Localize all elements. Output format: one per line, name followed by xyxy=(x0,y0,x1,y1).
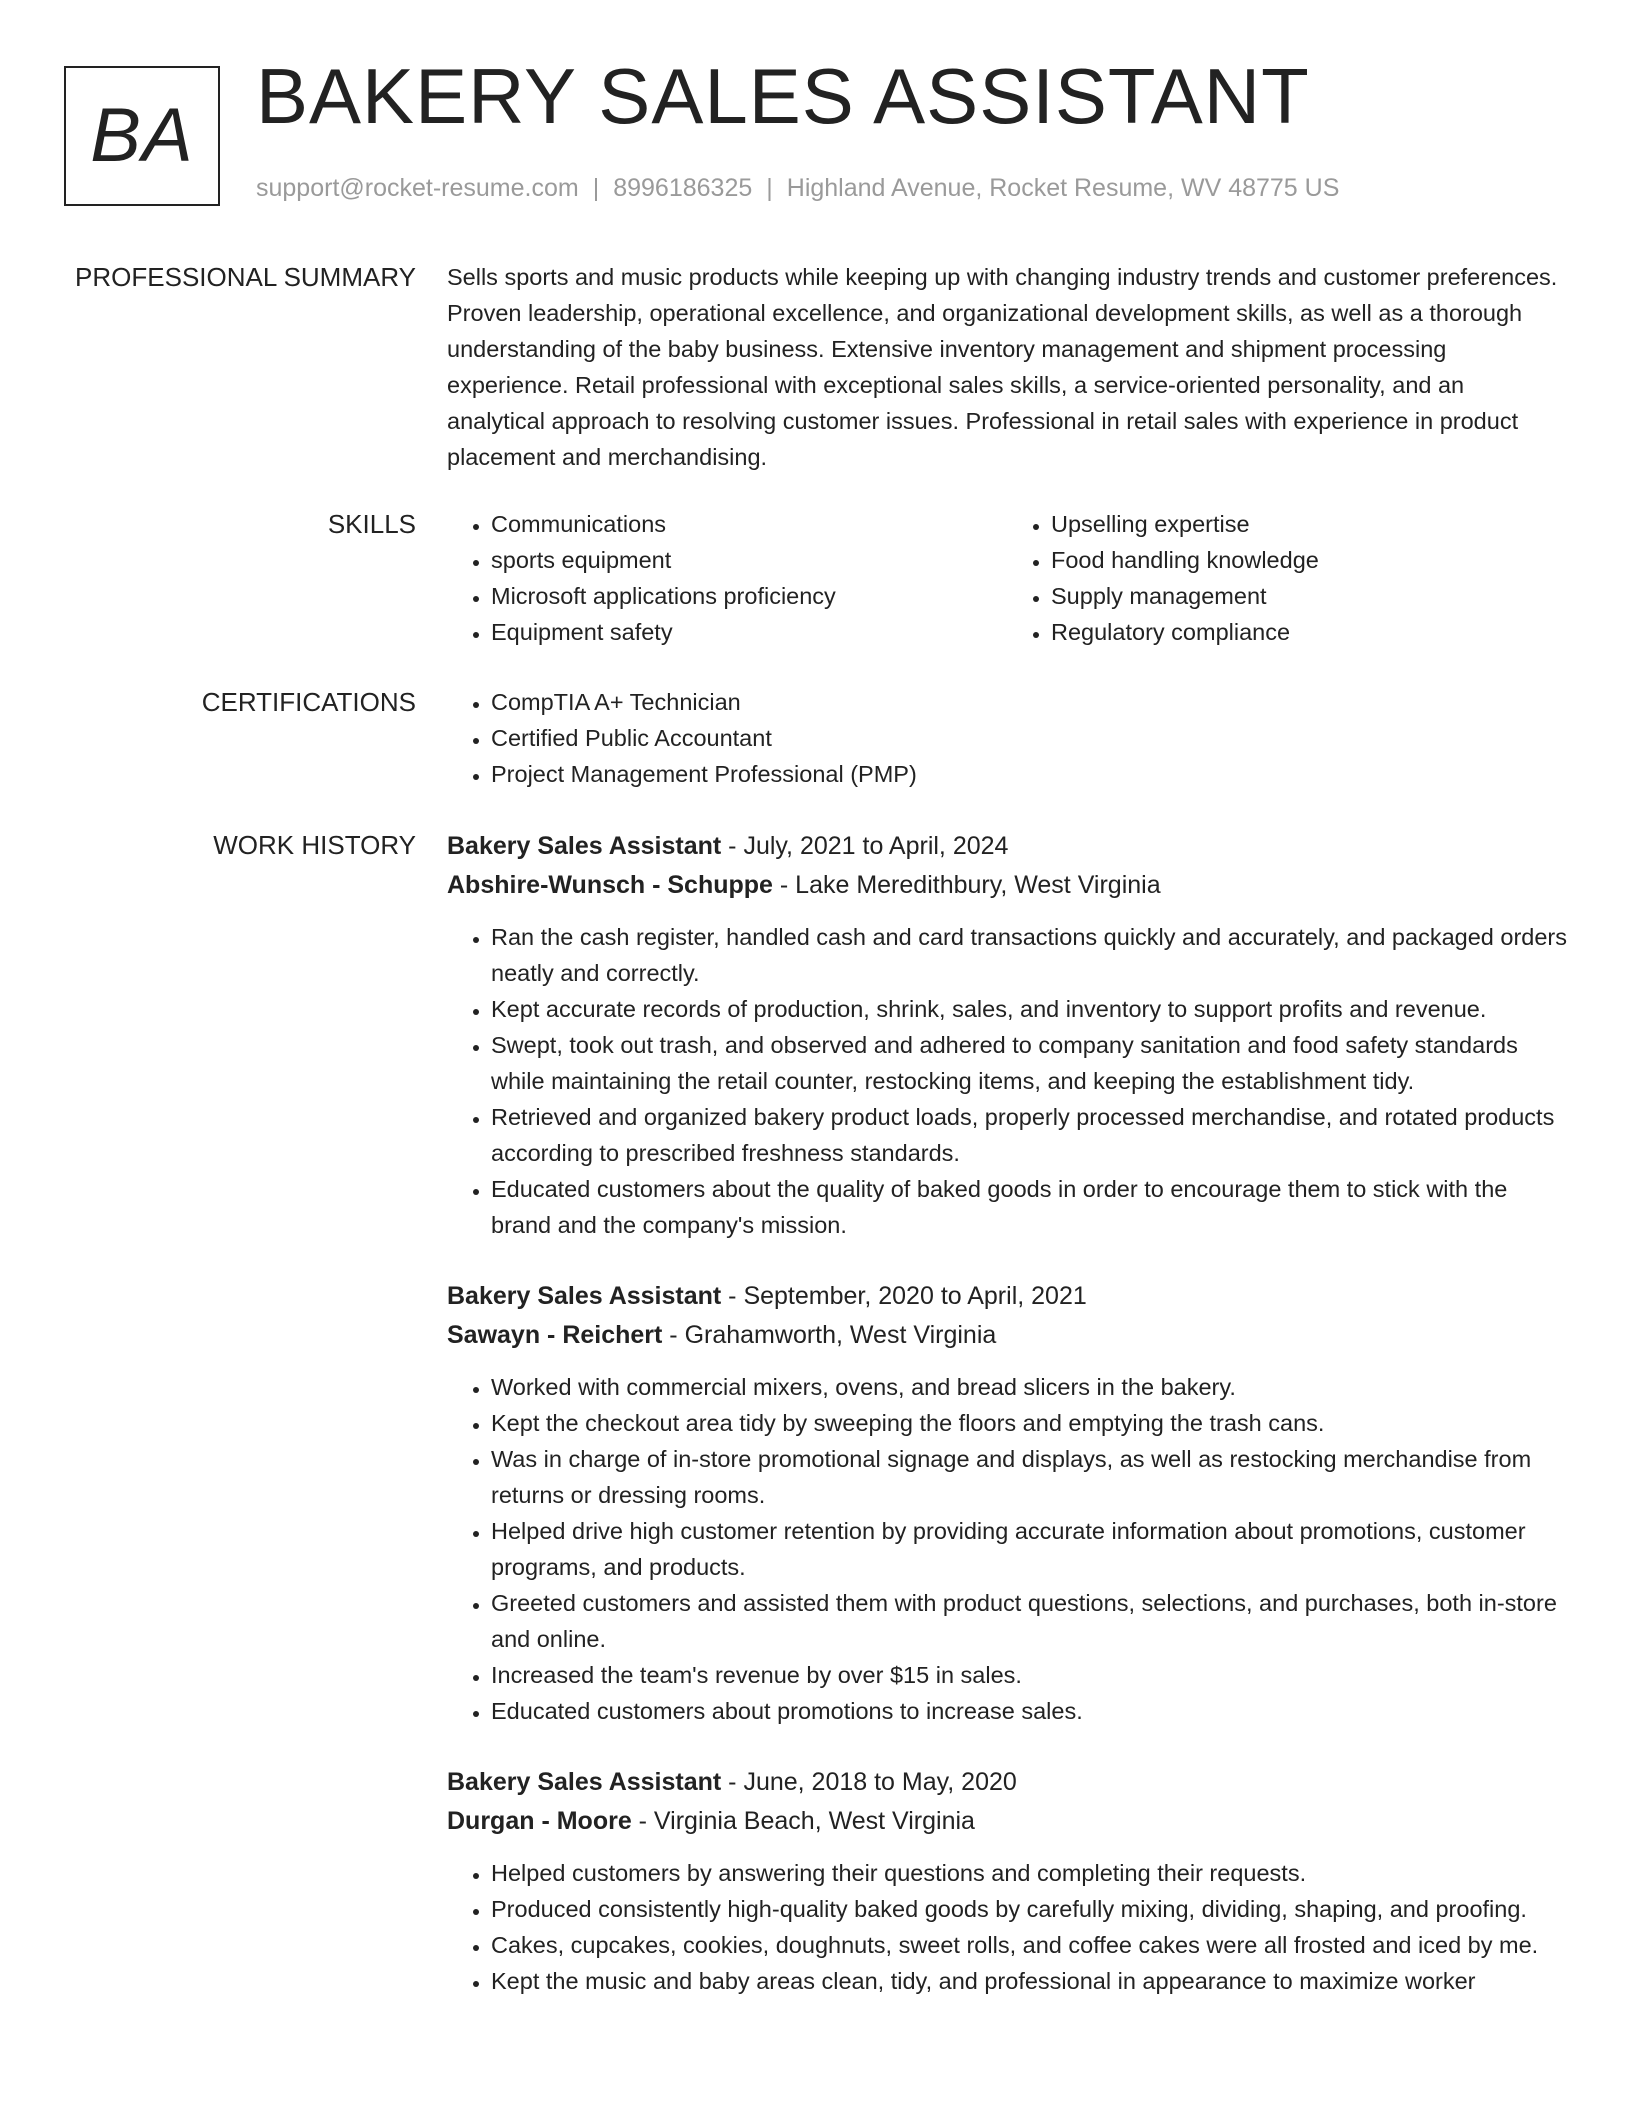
job-entry xyxy=(447,1277,1567,1729)
certification-item: • Certified Public Accountant xyxy=(491,720,1567,756)
monogram-badge xyxy=(64,66,220,206)
skills-list-left xyxy=(447,506,1007,650)
work-history-label: WORK HISTORY xyxy=(213,830,416,860)
job-bullet: • Helped drive high customer retention by providing accurate information about promotions, customer programs, and products. xyxy=(491,1513,1567,1585)
job-location: - Grahamworth, West Virginia xyxy=(662,1321,997,1349)
contact-email: support@rocket-resume.com xyxy=(256,174,579,202)
summary-label: PROFESSIONAL SUMMARY xyxy=(75,262,416,292)
job-location: - Lake Meredithbury, West Virginia xyxy=(772,871,1161,899)
job-bullet: • Kept accurate records of production, shrink, sales, and inventory to support profits and revenue. xyxy=(491,991,1567,1027)
job-org-line xyxy=(447,1315,1567,1355)
job-title-line xyxy=(447,1763,1567,1801)
job-title: Bakery Sales Assistant xyxy=(447,1282,722,1310)
skill-item: • Communications xyxy=(491,506,1007,542)
monogram-initials: BA xyxy=(90,93,194,178)
summary-body xyxy=(447,259,1567,475)
job-bullets xyxy=(447,919,1567,1243)
job-company: Abshire-Wunsch - Schuppe xyxy=(447,871,773,899)
job-title-line xyxy=(447,1277,1567,1315)
job-dates: - June, 2018 to May, 2020 xyxy=(721,1768,1017,1796)
job-bullet: • Greeted customers and assisted them with product questions, selections, and purchases, both in-store and online. xyxy=(491,1585,1567,1657)
skill-item: • Supply management xyxy=(1051,578,1567,614)
job-bullet: • Kept the music and baby areas clean, tidy, and professional in appearance to maximize worker xyxy=(491,1963,1567,1999)
job-bullets xyxy=(447,1369,1567,1729)
job-title: Bakery Sales Assistant xyxy=(447,832,722,860)
job-bullet: • Educated customers about the quality of baked goods in order to encourage them to stick with the brand and the company's mission. xyxy=(491,1171,1567,1243)
certifications-body xyxy=(447,684,1567,792)
skill-item: • Upselling expertise xyxy=(1051,506,1567,542)
job-company: Sawayn - Reichert xyxy=(447,1321,663,1349)
job-bullet: • Swept, took out trash, and observed and adhered to company sanitation and food safety standards while maintaining the retail counter, restocking items, and keeping the establishment tidy. xyxy=(491,1027,1567,1099)
job-dates: - September, 2020 to April, 2021 xyxy=(721,1282,1087,1310)
skills-label: SKILLS xyxy=(327,509,416,539)
certification-item: • Project Management Professional (PMP) xyxy=(491,756,1567,792)
skill-item: • sports equipment xyxy=(491,542,1007,578)
skill-item: • Microsoft applications proficiency xyxy=(491,578,1007,614)
certifications-list xyxy=(447,684,1567,792)
contact-phone: 8996186325 xyxy=(613,174,753,202)
certifications-label: CERTIFICATIONS xyxy=(201,687,416,717)
job-title-line xyxy=(447,827,1567,865)
skill-item: • Food handling knowledge xyxy=(1051,542,1567,578)
resume-name: BAKERY SALES ASSISTANT xyxy=(256,52,1310,140)
job-bullet: • Was in charge of in-store promotional signage and displays, as well as restocking merchandise from returns or dressing rooms. xyxy=(491,1441,1567,1513)
certification-item: • CompTIA A+ Technician xyxy=(491,684,1567,720)
skills-body xyxy=(447,506,1567,650)
job-title: Bakery Sales Assistant xyxy=(447,1768,722,1796)
contact-separator: | xyxy=(766,174,773,202)
job-org-line xyxy=(447,865,1567,905)
work-history-body xyxy=(447,827,1567,2033)
skills-list-right xyxy=(1007,506,1567,650)
job-bullet: • Kept the checkout area tidy by sweeping the floors and emptying the trash cans. xyxy=(491,1405,1567,1441)
contact-line xyxy=(256,174,1339,203)
job-entry xyxy=(447,827,1567,1243)
job-bullet: • Helped customers by answering their questions and completing their requests. xyxy=(491,1855,1567,1891)
job-company: Durgan - Moore xyxy=(447,1807,632,1835)
job-bullet: • Worked with commercial mixers, ovens, and bread slicers in the bakery. xyxy=(491,1369,1567,1405)
job-org-line xyxy=(447,1801,1567,1841)
job-dates: - July, 2021 to April, 2024 xyxy=(721,832,1009,860)
job-bullet: • Retrieved and organized bakery product loads, properly processed merchandise, and rotated products according to prescribed freshness standards. xyxy=(491,1099,1567,1171)
job-bullet: • Educated customers about promotions to increase sales. xyxy=(491,1693,1567,1729)
job-bullet: • Ran the cash register, handled cash and card transactions quickly and accurately, and packaged orders neatly and correctly. xyxy=(491,919,1567,991)
job-bullets xyxy=(447,1855,1567,1999)
job-entry xyxy=(447,1763,1567,1999)
contact-address: Highland Avenue, Rocket Resume, WV 48775 US xyxy=(786,174,1340,202)
summary-text: Sells sports and music products while keeping up with changing industry trends and customer preferences. Proven leadership, operational excellence, and organizational development skills, as well as a thorough understanding of the baby business. Extensive inventory management and shipment processing experience. Retail professional with exceptional sales skills, a service-oriented personality, and an analytical approach to resolving customer issues. Professional in retail sales with experience in product placement and merchandising. xyxy=(447,264,1558,470)
job-bullet: • Cakes, cupcakes, cookies, doughnuts, sweet rolls, and coffee cakes were all frosted and iced by me. xyxy=(491,1927,1567,1963)
skill-item: • Regulatory compliance xyxy=(1051,614,1567,650)
contact-separator: | xyxy=(592,174,600,202)
job-bullet: • Produced consistently high-quality baked goods by carefully mixing, dividing, shaping, and proofing. xyxy=(491,1891,1567,1927)
skill-item: • Equipment safety xyxy=(491,614,1007,650)
job-bullet: • Increased the team's revenue by over $15 in sales. xyxy=(491,1657,1567,1693)
job-location: - Virginia Beach, West Virginia xyxy=(631,1807,975,1835)
